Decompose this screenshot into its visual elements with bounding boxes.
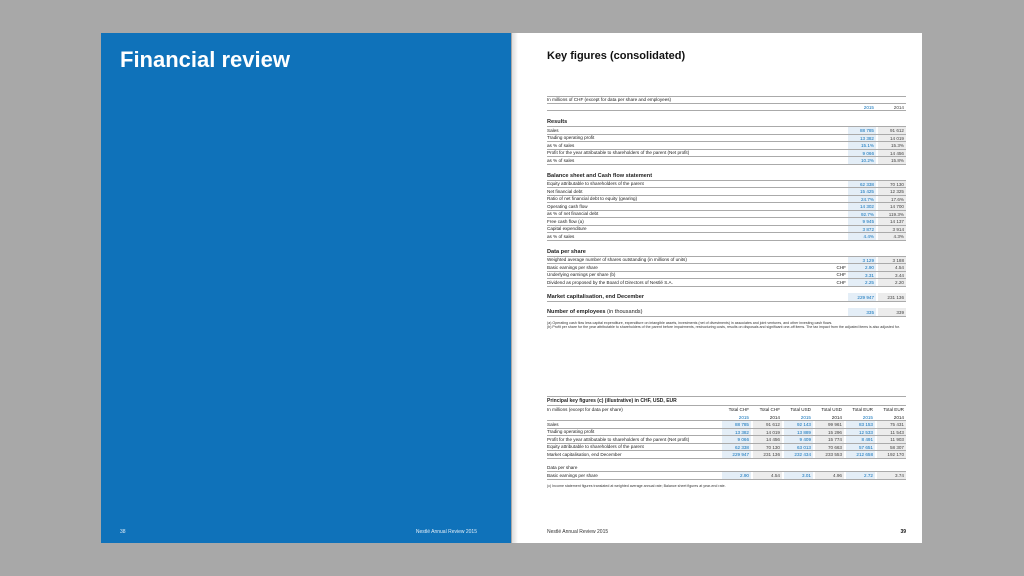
row-value-2015: 3 129	[848, 257, 876, 264]
table-row	[547, 150, 906, 158]
row-label: Sales	[547, 421, 559, 427]
page-title-left: Financial review	[120, 47, 290, 72]
pk-dps-value: 4.96	[815, 472, 844, 479]
row-value: 13 382	[722, 429, 751, 436]
table-row	[547, 142, 906, 150]
row-label: Trading operating profit	[547, 429, 595, 435]
row-label: Operating cash flow	[547, 203, 588, 209]
row-value-2015: 9 945	[848, 218, 876, 225]
pk-dps-row	[547, 472, 906, 480]
balance-rows	[547, 181, 906, 241]
pk-header: Total CHF	[759, 407, 780, 412]
pk-dps-value: 2.72	[846, 472, 875, 479]
row-value: 212 658	[846, 451, 875, 458]
row-value-2014: 2.20	[878, 279, 906, 286]
table-caption: In millions of CHF (except for data per share and employees)	[547, 97, 672, 103]
table-row	[547, 451, 906, 459]
footnote-a: (a) Operating cash flow less capital expenditure, expenditure on intangible assets, investments (net of divestments) in associates and joint ventures, and other investing cash flows.	[547, 320, 833, 325]
row-value: 8 491	[846, 436, 875, 443]
pk-dps-value: 2.90	[722, 472, 751, 479]
pk-header: Total EUR	[852, 407, 873, 412]
pk-year-row	[547, 414, 906, 422]
pk-header: Total EUR	[883, 407, 904, 412]
table-row	[547, 211, 906, 219]
row-value-2014: 4.3%	[878, 233, 906, 240]
row-value-2014: 12 325	[878, 188, 906, 195]
row-value-2015: 88 785	[848, 127, 876, 134]
table-row	[547, 135, 906, 143]
row-label: Market capitalisation, end December	[547, 451, 622, 457]
pk-header-row	[547, 406, 906, 414]
row-value: 14 019	[753, 429, 782, 436]
row-value: 63 013	[784, 444, 813, 451]
row-label: Profit for the year attributable to shareholders of the parent (Net profit)	[547, 150, 690, 156]
year-header-row	[547, 104, 906, 112]
row-value-2014: 119.3%	[878, 211, 906, 218]
row-label: Trading operating profit	[547, 135, 595, 141]
footer-left: Nestlé Annual Review 2015	[415, 529, 477, 535]
section-title-balance: Balance sheet and Cash flow statement	[547, 172, 906, 181]
row-value: 15 296	[815, 429, 844, 436]
table-row	[547, 157, 906, 165]
page-number-left: 38	[120, 529, 126, 535]
pk-dps-value: 4.54	[753, 472, 782, 479]
market-cap-row	[547, 293, 906, 302]
row-value-2014: 70 130	[878, 181, 906, 188]
pk-year: 2014	[831, 414, 842, 420]
employees-row	[547, 308, 906, 317]
row-value-2015: 10.2%	[848, 157, 876, 164]
row-value: 99 961	[815, 421, 844, 428]
employees-2015: 335	[848, 308, 876, 316]
row-value-2015: 24.7%	[848, 196, 876, 203]
row-label: Basic earnings per share	[547, 264, 598, 270]
row-value-2014: 15.3%	[878, 142, 906, 149]
row-value: 233 553	[815, 451, 844, 458]
row-value-2015: 9 066	[848, 150, 876, 157]
row-unit: CHF	[836, 272, 846, 278]
row-value-2015: 2.90	[848, 264, 876, 271]
table-row	[547, 257, 906, 265]
table-caption-row	[547, 96, 906, 104]
row-value: 232 434	[784, 451, 813, 458]
pk-footnote: (c) Income statement figures translated at weighted average annual rate; Balance sheet figures at year-end rate.	[547, 483, 726, 488]
year-2015: 2015	[863, 104, 874, 110]
page-title-right: Key figures (consolidated)	[547, 50, 686, 62]
row-label: Weighted average number of shares outstanding (in millions of units)	[547, 257, 687, 263]
row-value: 11 903	[877, 436, 906, 443]
pk-header: Total CHF	[728, 407, 749, 412]
pk-dps-title-row	[547, 465, 906, 473]
pk-year: 2014	[893, 414, 904, 420]
row-value: 62 338	[722, 444, 751, 451]
row-value: 9 066	[722, 436, 751, 443]
section-title-results: Results	[547, 118, 906, 127]
row-value: 14 456	[753, 436, 782, 443]
row-label: Dividend as proposed by the Board of Directors of Nestlé S.A.	[547, 279, 673, 285]
results-rows	[547, 127, 906, 165]
employees-2014: 339	[878, 308, 906, 316]
row-value: 75 431	[877, 421, 906, 428]
market-cap-2014: 231 136	[878, 293, 906, 301]
row-value: 70 663	[815, 444, 844, 451]
row-value-2015: 62 338	[848, 181, 876, 188]
employees-suffix: (in thousands)	[607, 308, 643, 315]
row-value-2015: 3 872	[848, 226, 876, 233]
row-value-2015: 15 425	[848, 188, 876, 195]
table-row	[547, 421, 906, 429]
pk-year: 2015	[800, 414, 811, 420]
row-value-2014: 14 700	[878, 203, 906, 210]
row-unit: CHF	[836, 279, 846, 285]
table-row	[547, 444, 906, 452]
row-label: Net financial debt	[547, 188, 583, 194]
row-label: Ratio of net financial debt to equity (gearing)	[547, 196, 638, 202]
table-row	[547, 127, 906, 135]
table-row	[547, 436, 906, 444]
year-2014: 2014	[893, 104, 904, 110]
row-value: 13 889	[784, 429, 813, 436]
pk-dps-value: 3.74	[877, 472, 906, 479]
footer-right: Nestlé Annual Review 2015	[547, 529, 609, 535]
employees-label: Number of employees	[547, 308, 606, 315]
row-value-2015: 14 302	[848, 203, 876, 210]
row-value: 231 136	[753, 451, 782, 458]
row-label: Equity attributable to shareholders of the parent	[547, 181, 644, 187]
table-row	[547, 226, 906, 234]
right-page	[512, 33, 922, 543]
table-row	[547, 188, 906, 196]
row-label: Capital expenditure	[547, 226, 587, 232]
pk-caption: In millions (except for data per share)	[547, 407, 623, 413]
share-rows	[547, 257, 906, 287]
row-unit: CHF	[836, 264, 846, 270]
pk-rows	[547, 421, 906, 459]
row-value: 9 409	[784, 436, 813, 443]
pk-title: Principal key figures (c) (illustrative) in CHF, USD, EUR	[547, 396, 906, 406]
pk-year: 2014	[769, 414, 780, 420]
footnotes	[547, 321, 906, 330]
pk-dps-value: 3.01	[784, 472, 813, 479]
row-value-2015: 3.31	[848, 272, 876, 279]
row-value-2014: 3.44	[878, 272, 906, 279]
pk-header: Total USD	[821, 407, 842, 412]
pk-dps-title: Data per share	[547, 465, 578, 471]
table-row	[547, 203, 906, 211]
page-fold-shadow	[512, 33, 518, 543]
row-label: Underlying earnings per share (b)	[547, 272, 616, 278]
row-value-2015: 15.1%	[848, 142, 876, 149]
page-number-right: 39	[900, 529, 906, 535]
row-label: as % of sales	[547, 142, 575, 148]
row-value: 92 143	[784, 421, 813, 428]
table-row	[547, 218, 906, 226]
table-row	[547, 233, 906, 241]
table-row	[547, 272, 906, 280]
section-title-share: Data per share	[547, 248, 906, 257]
row-value-2015: 13 382	[848, 135, 876, 142]
principal-key-figures-table	[547, 396, 906, 488]
row-label: Sales	[547, 127, 559, 133]
row-value-2015: 92.7%	[848, 211, 876, 218]
row-value-2014: 14 019	[878, 135, 906, 142]
row-value: 57 651	[846, 444, 875, 451]
pk-year: 2015	[738, 414, 749, 420]
row-value-2014: 91 612	[878, 127, 906, 134]
row-value: 83 153	[846, 421, 875, 428]
row-value: 15 774	[815, 436, 844, 443]
pk-year: 2015	[862, 414, 873, 420]
row-label: as % of net financial debt	[547, 211, 599, 217]
row-value-2014: 17.6%	[878, 196, 906, 203]
table-row	[547, 279, 906, 287]
row-value-2014: 14 456	[878, 150, 906, 157]
row-label: Free cash flow (a)	[547, 218, 584, 224]
row-label: Equity attributable to shareholders of the parent	[547, 444, 644, 450]
row-label: as % of sales	[547, 157, 575, 163]
row-value-2014: 14 137	[878, 218, 906, 225]
row-value: 12 533	[846, 429, 875, 436]
row-label: Profit for the year attributable to shareholders of the parent (Net profit)	[547, 436, 690, 442]
market-cap-2015: 229 947	[848, 293, 876, 301]
row-value: 192 170	[877, 451, 906, 458]
row-value: 70 130	[753, 444, 782, 451]
left-page	[101, 33, 511, 543]
row-value-2015: 2.25	[848, 279, 876, 286]
key-figures-table	[547, 96, 906, 329]
row-label: as % of sales	[547, 233, 575, 239]
row-value: 88 785	[722, 421, 751, 428]
table-row	[547, 181, 906, 189]
row-value-2015: 4.4%	[848, 233, 876, 240]
row-value-2014: 3 188	[878, 257, 906, 264]
table-row	[547, 196, 906, 204]
table-row	[547, 264, 906, 272]
row-value: 91 612	[753, 421, 782, 428]
footnote-b: (b) Profit per share for the year attributable to shareholders of the parent before impairments, restructuring costs, results on disposals and significant one-off items. The tax impact from the adjusted items is also adjusted for.	[547, 324, 900, 329]
market-cap-label: Market capitalisation, end December	[547, 293, 644, 300]
table-row	[547, 429, 906, 437]
row-value: 229 947	[722, 451, 751, 458]
row-value: 11 543	[877, 429, 906, 436]
row-value: 58 307	[877, 444, 906, 451]
row-value-2014: 4.54	[878, 264, 906, 271]
pk-header: Total USD	[790, 407, 811, 412]
row-value-2014: 3 914	[878, 226, 906, 233]
pk-dps-label: Basic earnings per share	[547, 472, 598, 478]
row-value-2014: 15.8%	[878, 157, 906, 164]
